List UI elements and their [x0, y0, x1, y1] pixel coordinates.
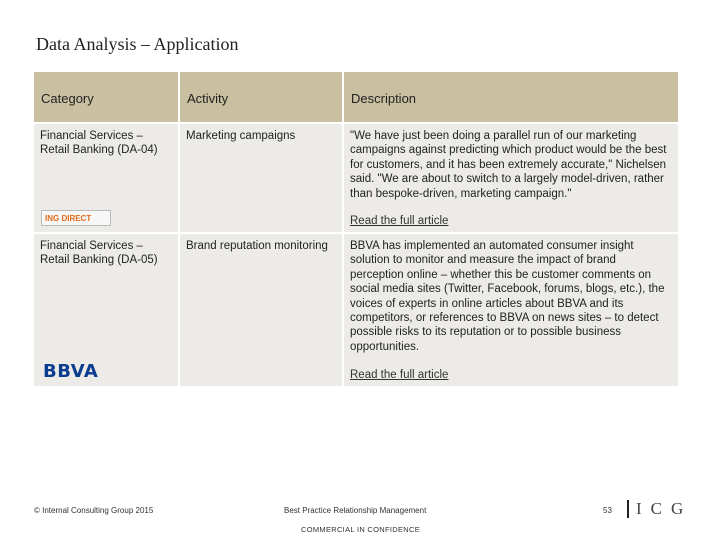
- footer-divider: [627, 500, 629, 518]
- header-category: Category: [34, 72, 180, 122]
- category-text: Financial Services – Retail Banking (DA-05): [40, 240, 158, 267]
- read-article-link[interactable]: Read the full article: [350, 214, 449, 227]
- description-text: "We have just been doing a parallel run of our marketing campaigns against predicting which product would be the best for customers, and it has been extremely accurate," Nichelsen said. "We are about to switch to a largely model-driven, rather than bespoke-driven, marketing campaign.": [350, 130, 667, 200]
- footer-copyright: © Internal Consulting Group 2015: [34, 506, 154, 515]
- table-row: [34, 232, 678, 386]
- footer-center-text: Best Practice Relationship Management: [284, 506, 427, 515]
- description-cell: [344, 124, 678, 232]
- description-cell: [344, 234, 678, 386]
- description-text: BBVA has implemented an automated consumer insight solution to monitor and measure the impact of brand perception online – whether this be customer comments on social media sites (Twitter, Facebook, forums, blogs, etc.), the voices of experts in online articles about BBVA and its competitors, or references to BBVA on news sites – to detect possible risks to its reputation or to possible business opportunities.: [350, 240, 665, 353]
- category-cell: [34, 234, 180, 386]
- slide-title: Data Analysis – Application: [36, 34, 239, 54]
- activity-cell: Marketing campaigns: [180, 124, 344, 232]
- page-number: 53: [603, 506, 612, 515]
- header-description: Description: [351, 91, 417, 106]
- activity-cell: Brand reputation monitoring: [180, 234, 344, 386]
- category-cell: [34, 124, 180, 232]
- ing-direct-logo: ING DIRECT: [41, 210, 111, 226]
- table-header-row: [34, 72, 678, 122]
- bbva-logo: BBVA: [43, 360, 99, 382]
- category-text: Financial Services – Retail Banking (DA-04): [40, 130, 158, 157]
- table-row: [34, 122, 678, 232]
- application-table: [34, 72, 678, 386]
- icg-logo: ICG: [636, 499, 693, 518]
- footer-confidential: COMMERCIAL IN CONFIDENCE: [301, 525, 421, 534]
- header-activity: Activity: [180, 72, 344, 122]
- read-article-link[interactable]: Read the full article: [350, 368, 449, 381]
